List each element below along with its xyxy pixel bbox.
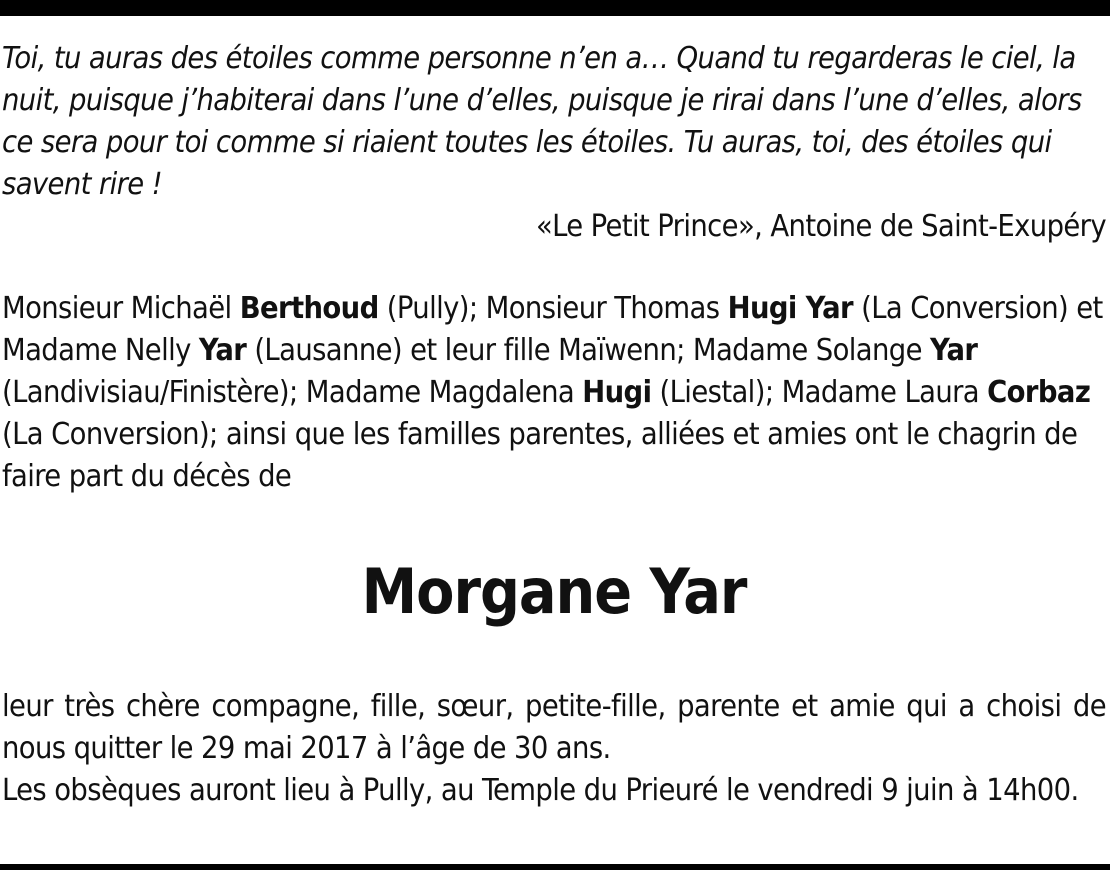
- family-surname: Hugi Yar: [727, 291, 853, 326]
- obituary-notice: [2, 38, 1106, 812]
- family-surname: Corbaz: [987, 375, 1091, 410]
- family-text-segment: (Lausanne) et leur fille Maïwenn; Madame Solange: [246, 333, 931, 368]
- family-text-segment: (Pully); Monsieur Thomas: [378, 291, 728, 326]
- family-surname: Berthoud: [239, 291, 379, 326]
- family-surname: Hugi: [582, 375, 652, 410]
- notice-body: [2, 686, 1106, 812]
- notice-paragraph: leur très chère compagne, fille, sœur, petite-fille, parente et amie qui a choisi de nous quitter le 29 mai 2017 à l’âge de 30 ans.: [2, 689, 1106, 766]
- bottom-border-rule: [0, 864, 1110, 870]
- family-text-segment: (Liestal); Madame Laura: [651, 375, 988, 410]
- top-border-rule: [0, 0, 1110, 16]
- family-surname: Yar: [930, 333, 978, 368]
- family-text-segment: (Landivisiau/Finistère); Madame Magdalena: [2, 375, 583, 410]
- epigraph-attribution: «Le Petit Prince», Antoine de Saint-Exupéry: [535, 209, 1106, 244]
- family-text-segment: (La Conversion); ainsi que les familles parentes, alliées et amies ont le chagrin de faire part du décès de: [2, 417, 1078, 494]
- family-text-segment: Monsieur Michaël: [2, 291, 240, 326]
- deceased-name: Morgane Yar: [361, 555, 747, 628]
- epigraph-quote: Toi, tu auras des étoiles comme personne n’en a… Quand tu regarderas le ciel, la nuit, puisque j’habiterai dans l’une d’elles, puisque je rirai dans l’une d’elles, alors ce sera pour toi comme si riaient toutes les étoiles. Tu auras, toi, des étoiles qui savent rire !: [2, 41, 1082, 202]
- family-announcement: [2, 288, 1106, 498]
- notice-paragraph: Les obsèques auront lieu à Pully, au Temple du Prieuré le vendredi 9 juin à 14h00.: [2, 773, 1079, 808]
- family-text-segment: (La Conversion) et Madame Nelly: [2, 291, 1103, 368]
- family-surname: Yar: [198, 333, 247, 368]
